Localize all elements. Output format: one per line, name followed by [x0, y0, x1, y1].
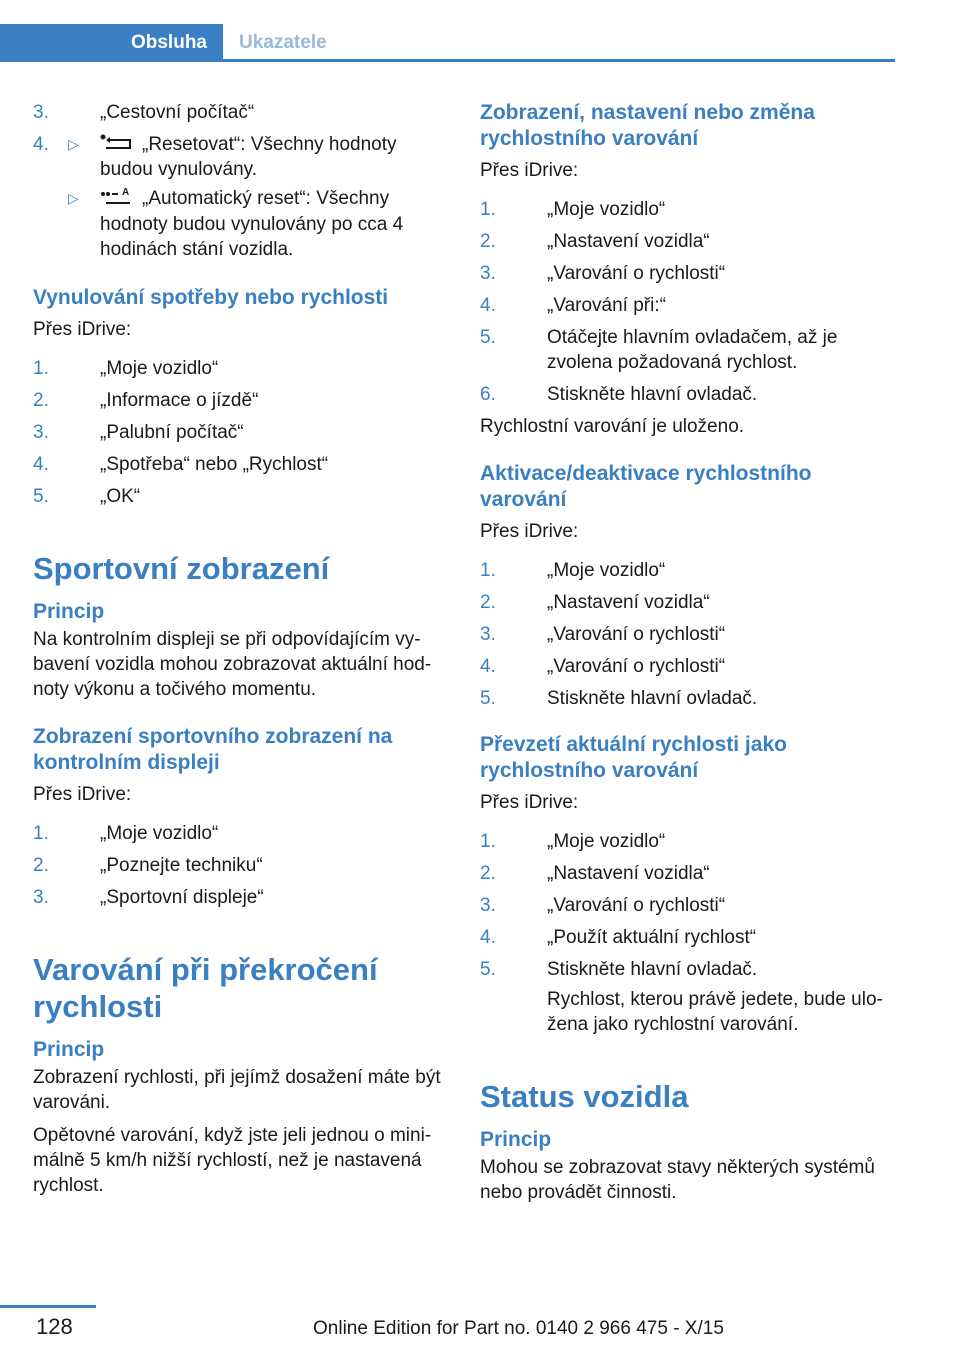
list-item [33, 484, 453, 509]
section-heading: Zobrazení, nastavení nebo změna rychlostního varování [480, 101, 815, 150]
act-steps-list [480, 558, 900, 711]
section-heading: Aktivace/deaktivace rychlostního varování [480, 462, 812, 511]
reset-icon [100, 132, 134, 157]
step-text: „Palubní počítač“ [100, 421, 244, 443]
step-number: 2. [33, 389, 49, 411]
set-steps-list [480, 197, 900, 407]
step-text: „Nastavení vozidla“ [547, 231, 710, 252]
intro-text: Přes iDrive: [480, 160, 579, 181]
intro-text: Přes iDrive: [480, 521, 579, 542]
section-heading: Převzetí aktuální rychlosti jako rychlostního varování [480, 733, 787, 782]
step-number: 1. [480, 199, 496, 220]
step-number: 2. [480, 863, 496, 884]
step-text: „Nastavení vozidla“ [547, 863, 710, 884]
list-item [480, 829, 900, 854]
list-item [480, 622, 900, 647]
chapter-title: Varování při překročení rychlosti [33, 951, 378, 1024]
paragraph: Rychlostní varování je uloženo. [480, 416, 745, 437]
auto-reset-option-text: „Automatický reset“: Všechny hodnoty budou vynulovány po cca 4 hodinách stání vozidla. [100, 188, 404, 260]
header-rule [0, 59, 895, 62]
step-number: 2. [480, 231, 496, 252]
list-item [33, 452, 453, 477]
step-number: 3. [480, 895, 496, 916]
section-heading: Vynulování spotřeby nebo rychlosti [33, 285, 389, 309]
step-number: 3. [480, 263, 496, 284]
list-item [480, 957, 900, 982]
paragraph: Zobrazení rychlosti, při jejímž dosažení máte být varováni. [33, 1066, 441, 1113]
step-number: 5. [480, 959, 496, 980]
step-text: „Informace o jízdě“ [100, 389, 259, 411]
sport-steps-list [33, 821, 453, 910]
step-number: 4. [33, 134, 49, 155]
step-number: 4. [33, 453, 49, 475]
list-item [33, 853, 453, 878]
step-number: 1. [480, 560, 496, 581]
intro-text: Přes iDrive: [480, 792, 579, 813]
paragraph: Mohou se zobrazovat stavy některých systémů nebo provádět činnosti. [480, 1157, 875, 1203]
step-number: 2. [480, 592, 496, 613]
tab-ukazatele[interactable]: Ukazatele [239, 32, 327, 53]
intro-text: Přes iDrive: [33, 783, 132, 805]
step-text: „Moje vozidlo“ [547, 560, 666, 581]
step-number: 5. [480, 688, 496, 709]
section-heading: Princip [480, 1128, 552, 1151]
list-item [33, 100, 453, 125]
step-number: 1. [480, 831, 496, 852]
step-text: Stiskněte hlavní ovladač. [547, 384, 758, 405]
chapter-title: Status vozidla [480, 1079, 689, 1114]
step-number: 5. [480, 327, 496, 348]
step-text: „Poznejte techniku“ [100, 854, 263, 876]
edition-note: Online Edition for Part no. 0140 2 966 475 - X/15 [313, 1318, 724, 1339]
step-text: Otáčejte hlavním ovladačem, až je zvolena požadovaná rychlost. [547, 327, 838, 373]
list-item [480, 686, 900, 711]
step-number: 4. [480, 927, 496, 948]
list-item [480, 293, 900, 318]
step-text: „Moje vozidlo“ [547, 199, 666, 220]
step-text: „Moje vozidlo“ [547, 831, 666, 852]
list-item [480, 382, 900, 407]
list-item [480, 861, 900, 886]
step-text: „Použít aktuální rychlost“ [547, 927, 757, 948]
list-item [33, 388, 453, 413]
step-number: 5. [33, 485, 49, 507]
step-number: 4. [480, 656, 496, 677]
step-text: „Varování o rychlosti“ [547, 624, 726, 645]
triangle-bullet-icon: ▷ [68, 136, 79, 152]
step-text: „Cestovní počítač“ [100, 102, 255, 123]
list-item [33, 821, 453, 846]
paragraph: Opětovné varování, když jste jeli jednou o minimálně 5 km/h nižší rychlostí, než je nastavená rychlost. [33, 1124, 432, 1196]
step-number: 3. [480, 624, 496, 645]
step-text: „Moje vozidlo“ [100, 357, 219, 379]
step-number: 2. [33, 854, 49, 876]
step-text: Stiskněte hlavní ovladač. [547, 959, 758, 980]
step-number: 6. [480, 384, 496, 405]
note-text: Rychlost, kterou právě jedete, bude uložena jako rychlostní varování. [547, 989, 883, 1035]
right-column [480, 100, 900, 1213]
take-steps-list [480, 829, 900, 982]
list-item [480, 558, 900, 583]
step-number: 3. [33, 886, 49, 908]
section-heading: Princip [33, 1037, 105, 1061]
list-item [480, 925, 900, 950]
step-text: „Varování o rychlosti“ [547, 263, 726, 284]
list-item [480, 654, 900, 679]
section-heading: Zobrazení sportovního zobrazení na kontrolním displeji [33, 724, 393, 774]
step-number: 1. [33, 822, 49, 844]
step-number: 1. [33, 357, 49, 379]
list-item [480, 590, 900, 615]
step-text: „Varování o rychlosti“ [547, 895, 726, 916]
auto-reset-icon [100, 187, 134, 212]
step-note [480, 987, 900, 1037]
step-number: 3. [33, 421, 49, 443]
chapter-header [0, 24, 895, 62]
list-item [480, 261, 900, 286]
step-text: „Spotřeba“ nebo „Rychlost“ [100, 453, 329, 475]
list-item [480, 197, 900, 222]
reset-option-text: „Resetovat“: Všechny hodnoty budou vynulovány. [100, 134, 397, 181]
chapter-title: Sportovní zobrazení [33, 550, 330, 586]
list-item [33, 132, 453, 182]
svg-text:A: A [122, 186, 130, 198]
triangle-bullet-icon: ▷ [68, 190, 79, 207]
step-text: „Varování o rychlosti“ [547, 656, 726, 677]
tab-obsluha[interactable]: Obsluha [0, 24, 223, 62]
step-text: „Nastavení vozidla“ [547, 592, 710, 613]
list-item [33, 420, 453, 445]
left-column [33, 100, 453, 1206]
step-number: 4. [480, 295, 496, 316]
step-number: 3. [33, 102, 49, 123]
step-text: „Varování při:“ [547, 295, 666, 316]
footer-rule [0, 1305, 96, 1308]
step-text: „Moje vozidlo“ [100, 822, 219, 844]
list-item [33, 885, 453, 910]
paragraph: Na kontrolním displeji se při odpovídajícím vybavení vozidla mohou zobrazovat aktuální hodnoty výkonu a točivého momentu. [33, 628, 432, 700]
list-item [480, 325, 900, 375]
reset-steps-list [33, 356, 453, 509]
step-text: „OK“ [100, 485, 141, 507]
intro-text: Přes iDrive: [33, 318, 132, 340]
page-number: 128 [36, 1314, 73, 1339]
section-heading: Princip [33, 599, 105, 623]
list-item [480, 893, 900, 918]
list-item [480, 229, 900, 254]
step-text: „Sportovní displeje“ [100, 886, 264, 908]
step-text: Stiskněte hlavní ovladač. [547, 688, 758, 709]
list-sub-item [33, 186, 453, 261]
list-item [33, 356, 453, 381]
